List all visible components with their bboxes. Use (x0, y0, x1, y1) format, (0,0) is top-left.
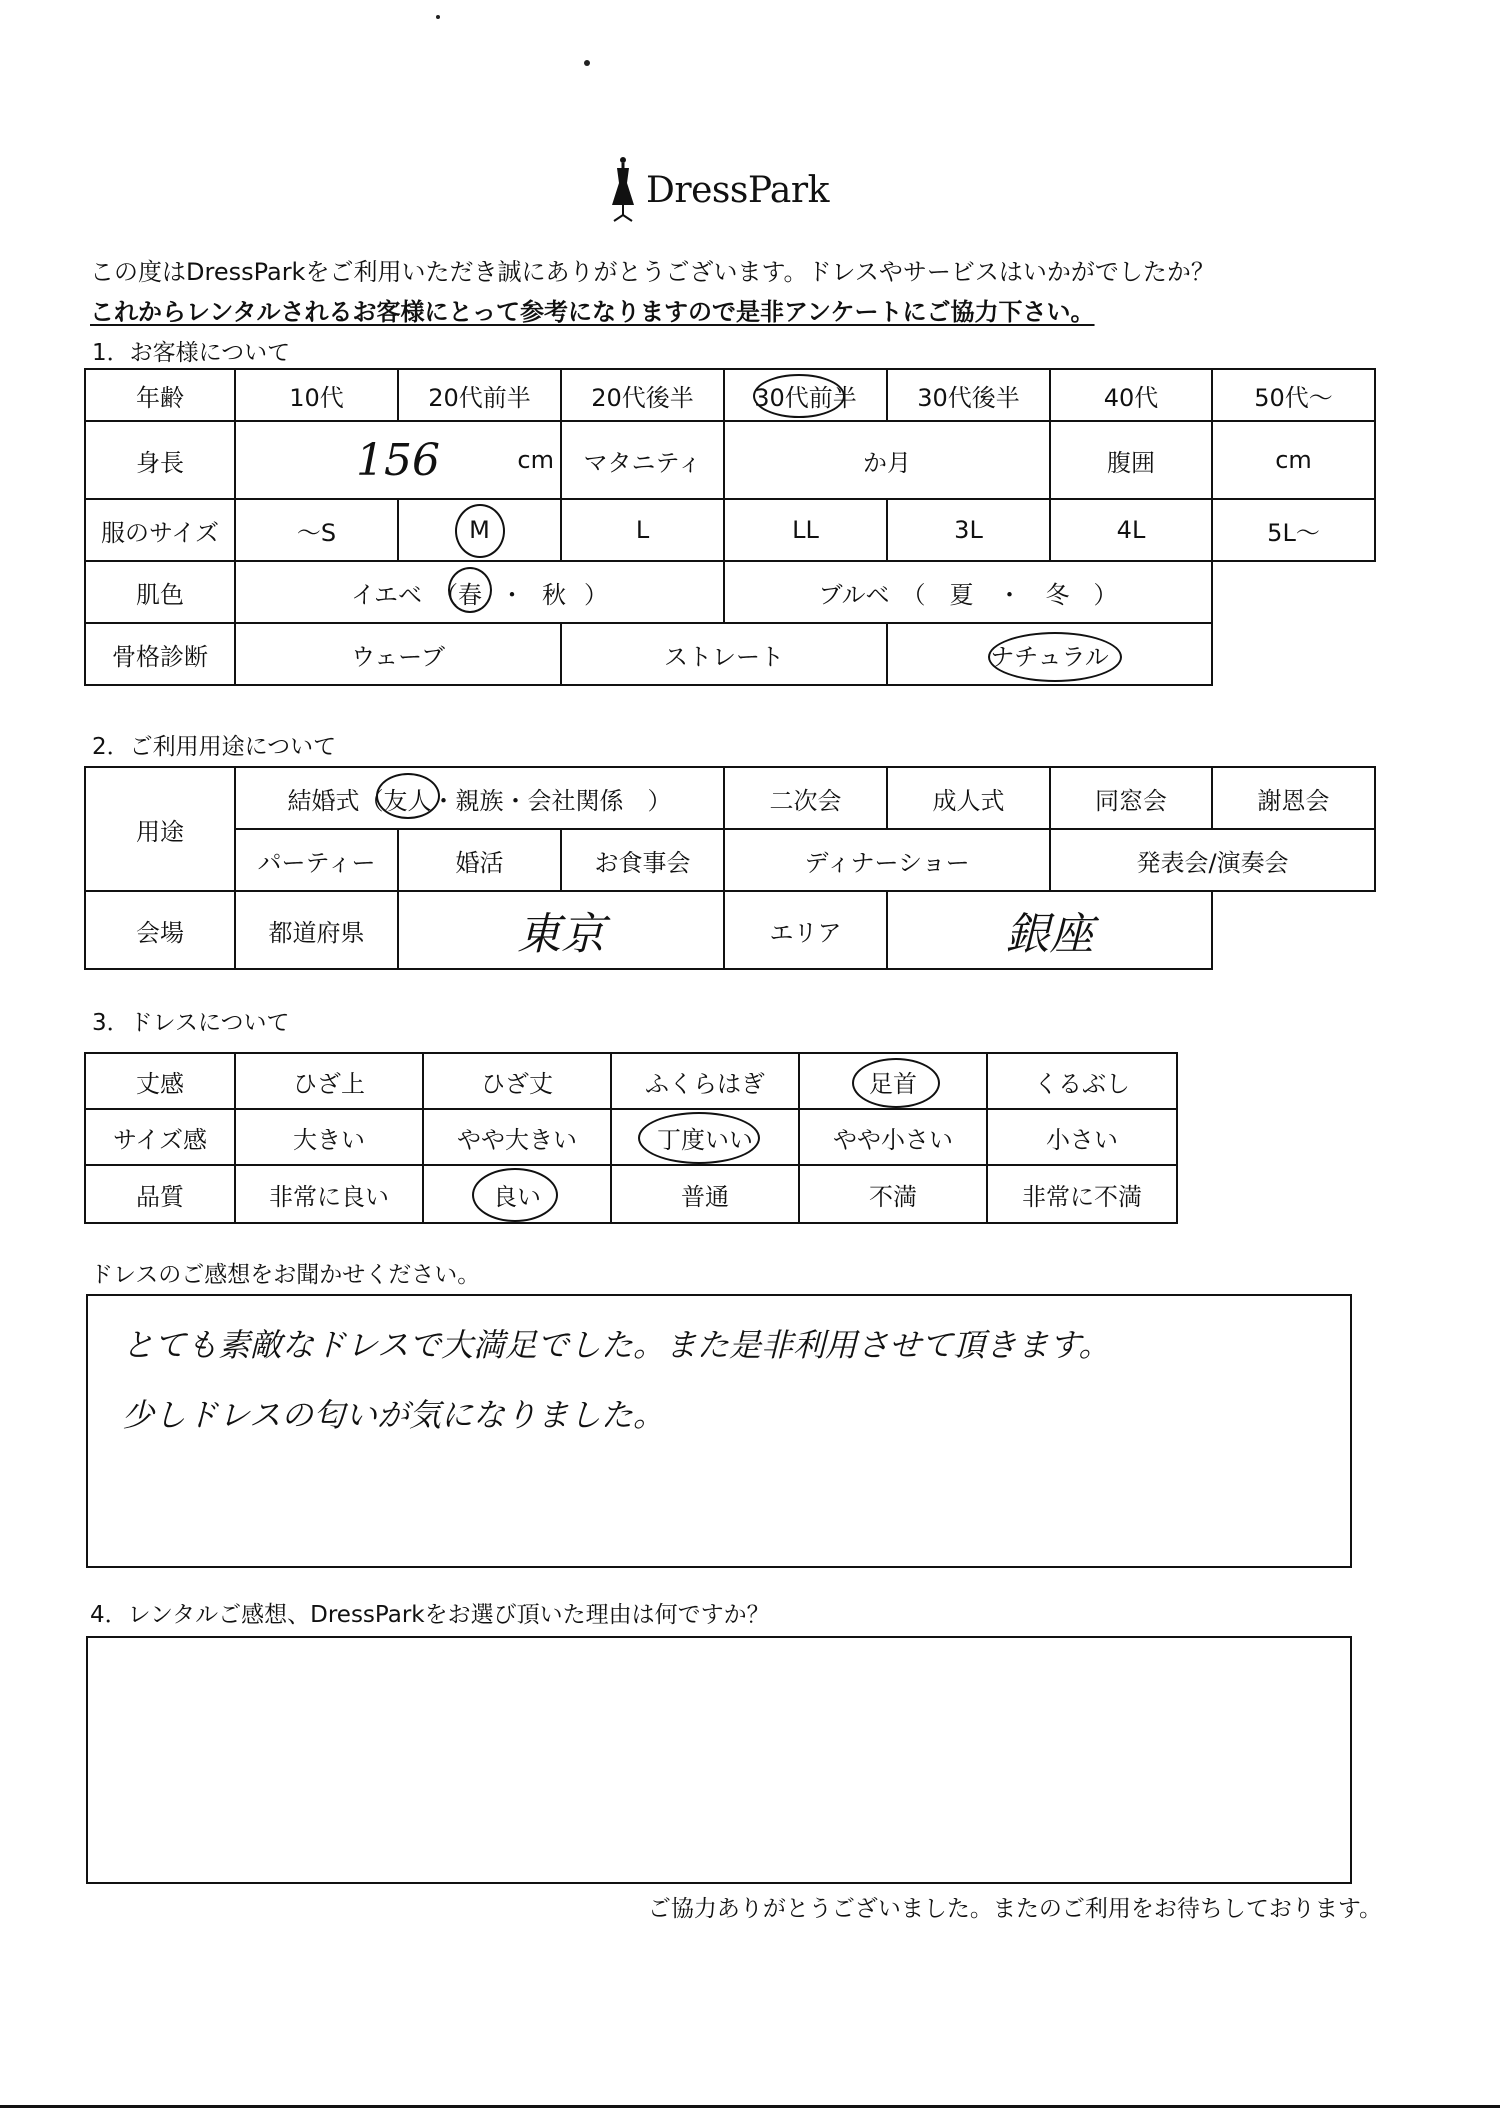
venue-label: 会場 (85, 891, 235, 969)
customer-table (84, 368, 1376, 686)
prefecture-value: 東京 (517, 909, 606, 960)
purpose-option-coming-of-age[interactable]: 成人式 (887, 767, 1050, 829)
purpose-option-afterparty[interactable]: 二次会 (724, 767, 887, 829)
skin-spring-option[interactable] (458, 575, 482, 610)
skin-label: 肌色 (85, 561, 235, 623)
wedding-prefix: 結婚式（ (287, 786, 384, 815)
skin-autumn-label[interactable]: 秋 (542, 580, 567, 609)
quality-option-dissatisfied[interactable]: 不満 (799, 1165, 987, 1223)
frame-row (85, 623, 1375, 685)
height-label: 身長 (85, 421, 235, 499)
intro-line-1: この度はDressParkをご利用いただき誠にありがとうございます。ドレスやサービスはいかがでしたか？ (90, 258, 1215, 286)
venue-row (85, 891, 1375, 969)
usage-table (84, 766, 1376, 970)
quality-label: 品質 (85, 1165, 235, 1223)
brand-logo (608, 150, 829, 230)
length-label: 丈感 (85, 1053, 235, 1109)
frame-label: 骨格診断 (85, 623, 235, 685)
section-2-heading: 2．ご利用用途について (92, 734, 337, 760)
maternity-label: マタニティ (561, 421, 724, 499)
skin-yellow-suffix: ） (584, 580, 609, 609)
skin-row (85, 561, 1375, 623)
waist-field[interactable] (1212, 421, 1375, 499)
footer-thanks: ご協力ありがとうございました。またのご利用をお待ちしております。 (647, 1896, 1382, 1922)
fit-option-just-right-label: 丁度いい (657, 1125, 753, 1154)
quality-option-very-dissatisfied[interactable]: 非常に不満 (987, 1165, 1177, 1223)
quality-option-good[interactable] (423, 1165, 611, 1223)
age-option-early-30s-label: 30代前半 (754, 383, 857, 412)
wedding-friend-label: 友人 (383, 786, 432, 815)
bottom-rule (0, 2105, 1500, 2108)
height-unit: cm (517, 446, 554, 474)
section-1-heading: 1．お客様について (92, 340, 291, 366)
purpose-label: 用途 (85, 767, 235, 891)
purpose-option-dinner-show[interactable]: ディナーショー (724, 829, 1050, 891)
maternity-unit: か月 (863, 448, 911, 477)
waist-unit: cm (1275, 446, 1312, 474)
skin-yellow-prefix: イエベ （ (350, 580, 459, 609)
brand-name: DressPark (646, 169, 829, 211)
area-value: 銀座 (1005, 909, 1094, 960)
purpose-row-2 (85, 829, 1375, 891)
length-option-ankle[interactable] (799, 1053, 987, 1109)
age-option-late-30s[interactable]: 30代後半 (887, 369, 1050, 421)
section-3-heading: 3．ドレスについて (92, 1010, 290, 1036)
dress-comment-line-1: とても素敵なドレスで大満足でした。また是非利用させて頂きます。 (122, 1326, 1111, 1364)
height-row (85, 421, 1375, 499)
length-option-above-knee[interactable]: ひざ上 (235, 1053, 423, 1109)
size-option-l[interactable]: L (561, 499, 724, 561)
frame-option-straight[interactable]: ストレート (561, 623, 887, 685)
skin-yellow-option[interactable] (235, 561, 724, 623)
size-option-s[interactable]: ～S (235, 499, 398, 561)
dress-comment-prompt: ドレスのご感想をお聞かせください。 (90, 1262, 481, 1288)
quality-row (85, 1165, 1177, 1223)
empty-cell (1212, 891, 1375, 969)
fit-option-large[interactable]: 大きい (235, 1109, 423, 1165)
quality-option-average[interactable]: 普通 (611, 1165, 799, 1223)
length-option-malleolus[interactable]: くるぶし (987, 1053, 1177, 1109)
fit-label: サイズ感 (85, 1109, 235, 1165)
scan-speck (436, 15, 440, 19)
age-option-late-20s[interactable]: 20代後半 (561, 369, 724, 421)
age-option-50s-plus[interactable]: 50代～ (1212, 369, 1375, 421)
age-option-early-20s[interactable]: 20代前半 (398, 369, 561, 421)
empty-cell (1212, 623, 1375, 685)
wedding-friend-option[interactable] (384, 781, 432, 816)
dress-mannequin-icon (608, 155, 638, 225)
purpose-option-recital[interactable]: 発表会/演奏会 (1050, 829, 1375, 891)
size-label: 服のサイズ (85, 499, 235, 561)
size-option-m-label: M (469, 516, 490, 544)
length-option-ankle-label: 足首 (869, 1069, 917, 1098)
intro-line-2: これからレンタルされるお客様にとって参考になりますので是非アンケートにご協力下さい。 (90, 298, 1095, 326)
size-option-3l[interactable]: 3L (887, 499, 1050, 561)
size-option-4l[interactable]: 4L (1050, 499, 1212, 561)
fit-row (85, 1109, 1177, 1165)
purpose-option-party[interactable]: パーティー (235, 829, 398, 891)
size-option-5l-plus[interactable]: 5L～ (1212, 499, 1375, 561)
area-field[interactable] (887, 891, 1212, 969)
scan-speck (584, 60, 590, 66)
length-option-calf[interactable]: ふくらはぎ (611, 1053, 799, 1109)
height-value: 156 (356, 434, 440, 486)
fit-option-small[interactable]: 小さい (987, 1109, 1177, 1165)
quality-option-very-good[interactable]: 非常に良い (235, 1165, 423, 1223)
purpose-option-reunion[interactable]: 同窓会 (1050, 767, 1212, 829)
dress-table (84, 1052, 1178, 1224)
size-option-m[interactable] (398, 499, 561, 561)
section-4-heading: 4．レンタルご感想、DressParkをお選び頂いた理由は何ですか？ (90, 1602, 770, 1628)
quality-option-good-label: 良い (493, 1182, 541, 1211)
fit-option-slightly-large[interactable]: やや大きい (423, 1109, 611, 1165)
wedding-rest: ・親族・会社関係 ） (431, 786, 672, 815)
rental-comment-box[interactable] (86, 1636, 1352, 1884)
prefecture-field[interactable] (398, 891, 724, 969)
area-label: エリア (724, 891, 887, 969)
age-option-early-30s[interactable] (724, 369, 887, 421)
purpose-option-thank-you-party[interactable]: 謝恩会 (1212, 767, 1375, 829)
length-row (85, 1053, 1177, 1109)
wedding-option[interactable] (235, 767, 724, 829)
age-option-40s[interactable]: 40代 (1050, 369, 1212, 421)
size-row (85, 499, 1375, 561)
empty-cell (1212, 561, 1375, 623)
frame-option-natural-label: ナチュラル (990, 642, 1109, 671)
purpose-option-dinner[interactable]: お食事会 (561, 829, 724, 891)
purpose-option-matchmaking[interactable]: 婚活 (398, 829, 561, 891)
age-row (85, 369, 1375, 421)
purpose-row-1 (85, 767, 1375, 829)
waist-label: 腹囲 (1050, 421, 1212, 499)
skin-separator: ・ (500, 580, 525, 609)
frame-option-natural[interactable] (887, 623, 1212, 685)
height-field[interactable] (235, 421, 561, 499)
skin-blue-option[interactable]: ブルベ （ 夏 ・ 冬 ） (724, 561, 1212, 623)
fit-option-just-right[interactable] (611, 1109, 799, 1165)
fit-option-slightly-small[interactable]: やや小さい (799, 1109, 987, 1165)
skin-spring-label: 春 (458, 580, 483, 609)
dress-comment-line-2: 少しドレスの匂いが気になりました。 (122, 1396, 666, 1434)
length-option-knee[interactable]: ひざ丈 (423, 1053, 611, 1109)
maternity-field[interactable] (724, 421, 1050, 499)
size-option-ll[interactable]: LL (724, 499, 887, 561)
age-option-10s[interactable]: 10代 (235, 369, 398, 421)
age-label: 年齢 (85, 369, 235, 421)
prefecture-label: 都道府県 (235, 891, 398, 969)
frame-option-wave[interactable]: ウェーブ (235, 623, 561, 685)
